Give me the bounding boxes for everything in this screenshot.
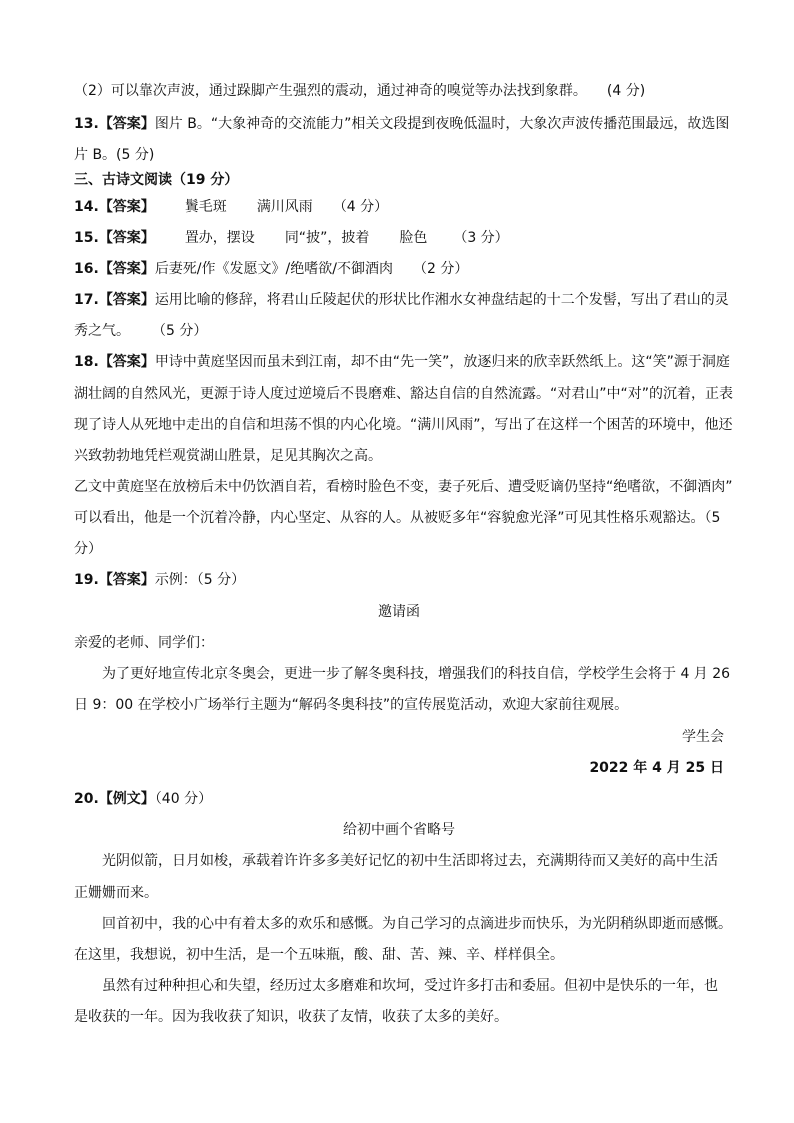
q16-number: 16. <box>74 261 99 277</box>
q14-answer-1: 鬒毛斑 <box>184 199 227 215</box>
q13-text-1: 图片 B。“大象神奇的交流能力”相关文段提到夜晚低温时，大象次声波传播范围最远，故选图 <box>154 116 730 132</box>
q18-line-1 <box>74 353 734 371</box>
q15-answer-2: 同“披”，披着 <box>284 230 370 246</box>
q17-text-2: 秀之气。 <box>74 323 130 339</box>
invitation-date: 2022 年 4 月 25 日 <box>589 760 724 776</box>
q16-score: （2 分） <box>412 261 469 277</box>
q14-score: （4 分） <box>332 199 389 215</box>
q15-answer-1: 置办，摆设 <box>184 230 255 246</box>
q17-tag: 【答案】 <box>98 292 155 308</box>
q19-number: 19. <box>74 572 99 588</box>
q15-number: 15. <box>74 230 99 246</box>
q14-line <box>74 198 734 216</box>
invitation-title: 邀请函 <box>378 604 420 620</box>
essay-p1-line-1: 光阴似箭，日月如梭，承载着许许多多美好记忆的初中生活即将过去，充满期待而又美好的高中生活 <box>102 853 718 869</box>
q18-number: 18. <box>74 354 99 370</box>
q18-line-4: 兴致勃勃地凭栏观赏湖山胜景，足见其胸次之高。 <box>74 448 382 464</box>
q18-line-6: 可以看出，他是一个沉着冷静，内心坚定、从容的人。从被贬多年“容貌愈光泽”可见其性格乐观豁达。（5 <box>74 510 721 526</box>
q14-answer-2: 满川风雨 <box>256 199 313 215</box>
q17-score: （5 分） <box>152 323 208 339</box>
q18-line-3: 现了诗人从死地中走出的自信和坦荡不惧的内心化境。“满川风雨”，写出了在这样一个困苦的环境中，他还 <box>74 417 733 433</box>
invitation-signature: 学生会 <box>682 729 724 745</box>
q18-line-2: 湖壮阔的自然风光，更源于诗人度过逆境后不畏磨难、豁达自信的自然流露。“对君山”中“对”的沉着，正表 <box>74 386 734 402</box>
q14-number: 14. <box>74 199 99 215</box>
q12-score: (4 分) <box>606 83 646 99</box>
q19-text: 示例：（5 分） <box>154 572 246 588</box>
q18-line-7: 分） <box>74 541 102 557</box>
q20-score: （40 分） <box>154 791 213 807</box>
q17-text-1: 运用比喻的修辞，将君山丘陵起伏的形状比作湘水女神盘结起的十二个发髻，写出了君山的灵 <box>154 292 729 308</box>
q17-line-2 <box>74 322 734 340</box>
q13-line-1 <box>74 115 734 133</box>
q20-number: 20. <box>74 791 99 807</box>
q13-text-2: 片 B。(5 分) <box>74 147 155 163</box>
q15-answer-3: 脸色 <box>399 230 428 246</box>
q18-text-1: 甲诗中黄庭坚因而虽未到江南，却不由“先一笑”，放逐归来的欣幸跃然纸上。这“笑”源于洞庭 <box>154 354 730 370</box>
invitation-greeting: 亲爱的老师、同学们： <box>74 635 214 651</box>
q12-part2-text: （2）可以靠次声波，通过跺脚产生强烈的震动，通过神奇的嗅觉等办法找到象群。 <box>74 83 587 99</box>
q18-line-5: 乙文中黄庭坚在放榜后未中仍饮酒自若，看榜时脸色不变，妻子死后、遭受贬谪仍坚持“绝嗜欲，不御酒肉” <box>74 479 733 495</box>
q14-tag: 【答案】 <box>98 199 155 215</box>
q15-line <box>74 229 734 247</box>
q13-number: 13. <box>74 116 99 132</box>
q20-line <box>74 790 734 808</box>
essay-p3-line-2: 是收获的一年。因为我收获了知识，收获了友情，收获了太多的美好。 <box>74 1009 508 1025</box>
q19-line <box>74 571 734 589</box>
section-3-heading: 三、古诗文阅读（19 分） <box>74 172 239 188</box>
essay-p2-line-1: 回首初中，我的心中有着太多的欢乐和感慨。为自己学习的点滴进步而快乐，为光阴稍纵即逝而感慨。 <box>102 916 732 932</box>
q18-tag: 【答案】 <box>98 354 155 370</box>
essay-title: 给初中画个省略号 <box>343 822 455 838</box>
essay-p1-line-2: 正姗姗而来。 <box>74 885 158 901</box>
q12-part2-line <box>74 82 734 100</box>
q20-tag: 【例文】 <box>98 791 155 807</box>
q17-line-1 <box>74 291 734 309</box>
invitation-body-1: 为了更好地宣传北京冬奥会，更进一步了解冬奥科技，增强我们的科技自信，学校学生会将于 4 月 26 <box>102 666 731 682</box>
q13-line-2 <box>74 146 734 164</box>
q17-number: 17. <box>74 292 99 308</box>
essay-p2-line-2: 在这里，我想说，初中生活，是一个五味瓶，酸、甜、苦、辣、辛、样样俱全。 <box>74 947 564 963</box>
q15-score: （3 分） <box>453 230 509 246</box>
q15-tag: 【答案】 <box>98 230 155 246</box>
invitation-body-2: 日 9：00 在学校小广场举行主题为“解码冬奥科技”的宣传展览活动，欢迎大家前往观展。 <box>74 697 629 713</box>
q19-tag: 【答案】 <box>98 572 155 588</box>
q13-tag: 【答案】 <box>98 116 155 132</box>
q16-line <box>74 260 734 278</box>
q16-tag: 【答案】 <box>98 261 155 277</box>
essay-p3-line-1: 虽然有过种种担心和失望，经历过太多磨难和坎坷，受过许多打击和委屈。但初中是快乐的一年，也 <box>102 978 718 994</box>
q16-answer: 后妻死/作《发愿文》/绝嗜欲/不御酒肉 <box>154 261 393 277</box>
